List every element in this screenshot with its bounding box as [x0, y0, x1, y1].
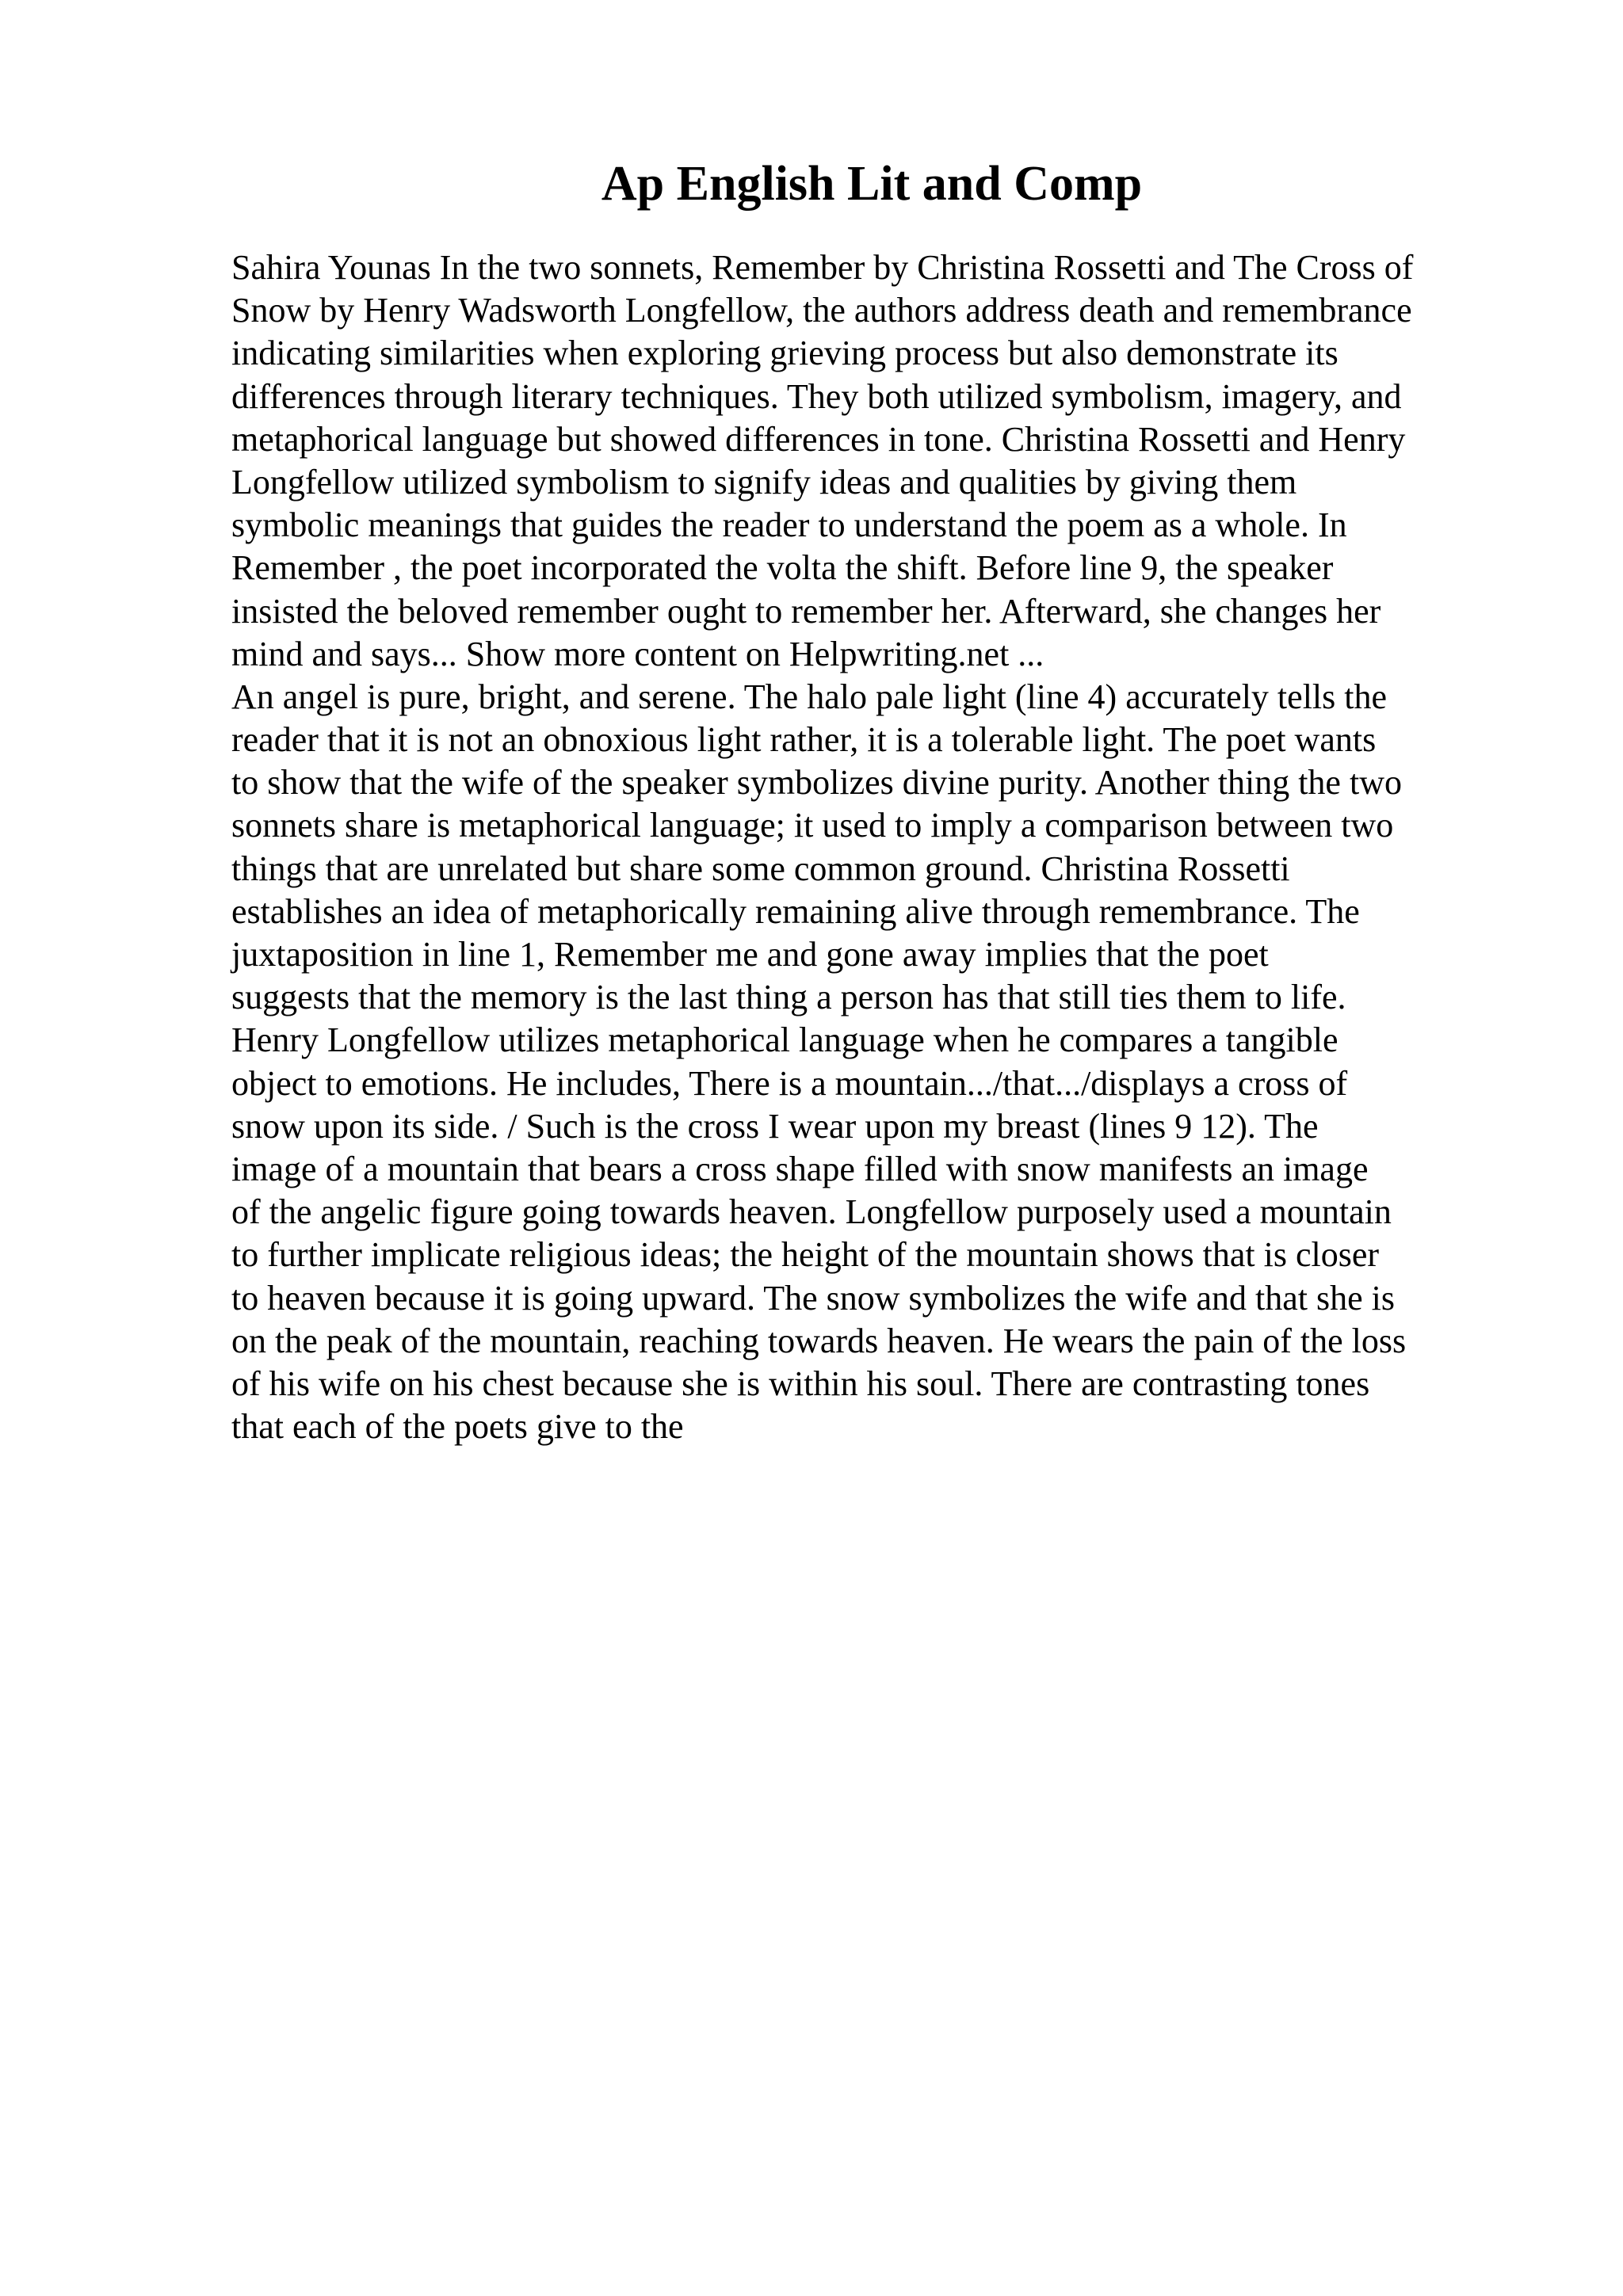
body-line: sonnets share is metaphorical language; it used to imply a comparison between two	[231, 806, 1394, 845]
document-body	[231, 246, 1515, 1448]
body-line: to show that the wife of the speaker symbolizes divine purity. Another thing the two	[231, 763, 1402, 803]
body-line: indicating similarities when exploring grieving process but also demonstrate its	[231, 334, 1338, 373]
body-line: Remember , the poet incorporated the volta the shift. Before line 9, the speaker	[231, 548, 1334, 588]
document-title: Ap English Lit and Comp	[601, 157, 1143, 211]
body-line: image of a mountain that bears a cross shape filled with snow manifests an image	[231, 1149, 1369, 1188]
body-line: on the peak of the mountain, reaching towards heaven. He wears the pain of the loss	[231, 1321, 1407, 1360]
body-line: Longfellow utilized symbolism to signify ideas and qualities by giving them	[231, 462, 1297, 502]
body-line: metaphorical language but showed differences in tone. Christina Rossetti and Henry	[231, 419, 1406, 459]
body-line: snow upon its side. / Such is the cross I wear upon my breast (lines 9 12). The	[231, 1106, 1319, 1146]
body-line: establishes an idea of metaphorically remaining alive through remembrance. The	[231, 891, 1360, 931]
body-line: reader that it is not an obnoxious light rather, it is a tolerable light. The poet wants	[231, 720, 1377, 760]
body-line: things that are unrelated but share some common ground. Christina Rossetti	[231, 849, 1290, 888]
body-line: differences through literary techniques. They both utilized symbolism, imagery, and	[231, 376, 1402, 416]
body-line: to heaven because it is going upward. The snow symbolizes the wife and that she is	[231, 1278, 1395, 1318]
body-line: that each of the poets give to the	[231, 1407, 684, 1447]
body-line: object to emotions. He includes, There is a mountain.../that.../displays a cross of	[231, 1063, 1348, 1103]
body-line-show-more: mind and says... Show more content on Helpwriting.net ...	[231, 634, 1044, 673]
body-line: Snow by Henry Wadsworth Longfellow, the authors address death and remembrance	[231, 291, 1412, 330]
body-line: of the angelic figure going towards heaven. Longfellow purposely used a mountain	[231, 1192, 1392, 1232]
body-line: suggests that the memory is the last thing a person has that still ties them to life.	[231, 978, 1346, 1017]
body-line: Henry Longfellow utilizes metaphorical language when he compares a tangible	[231, 1020, 1338, 1060]
body-line: symbolic meanings that guides the reader to understand the poem as a whole. In	[231, 505, 1347, 545]
body-line: to further implicate religious ideas; the height of the mountain shows that is closer	[231, 1235, 1380, 1275]
body-line: of his wife on his chest because she is within his soul. There are contrasting tones	[231, 1363, 1370, 1403]
body-line: An angel is pure, bright, and serene. The halo pale light (line 4) accurately tells the	[231, 677, 1388, 716]
body-line: Sahira Younas In the two sonnets, Remember by Christina Rossetti and The Cross of	[231, 248, 1414, 287]
body-line: insisted the beloved remember ought to remember her. Afterward, she changes her	[231, 591, 1381, 631]
body-line: juxtaposition in line 1, Remember me and gone away implies that the poet	[231, 935, 1269, 974]
